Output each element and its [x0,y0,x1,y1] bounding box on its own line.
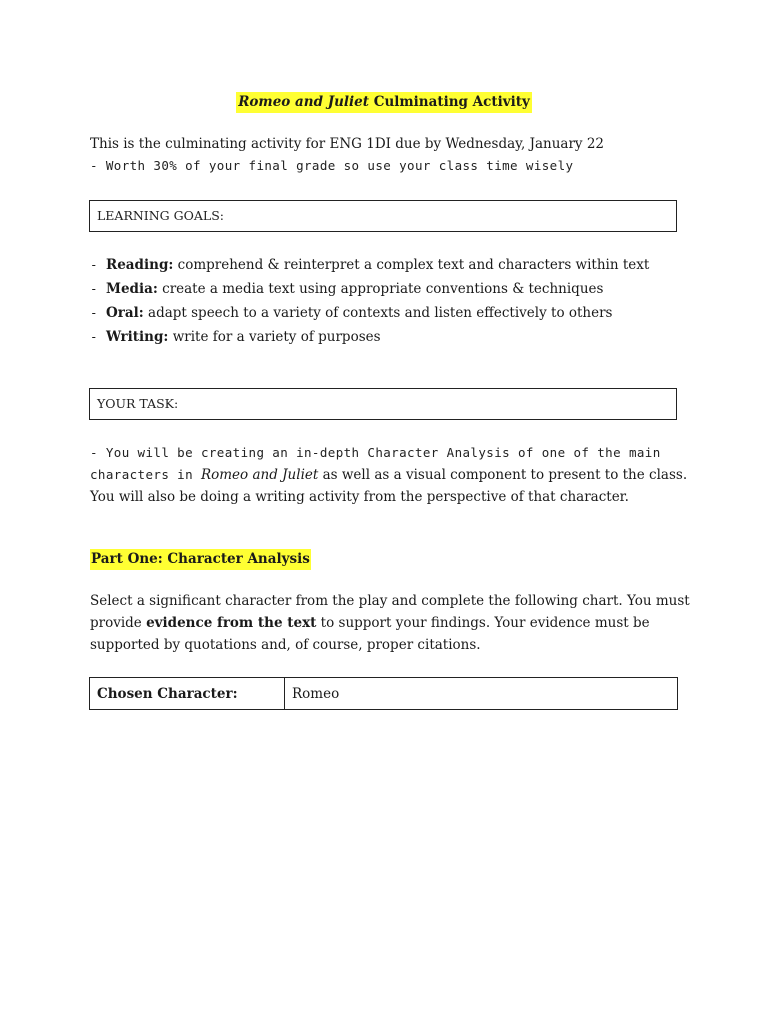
title-rest: Culminating Activity [369,94,530,110]
goal-term: Writing: [106,329,169,345]
select-paragraph [90,590,690,656]
goal-term: Media: [106,281,158,297]
select-text-after: to support your findings. Your evidence must be supported by quotations and, of course, proper citations. [90,615,650,653]
goal-text: adapt speech to a variety of contexts and listen effectively to others [143,305,613,321]
chosen-character-label: Chosen Character: [90,678,285,710]
select-text-before: Select a significant character from the play and complete the following chart. You must provide [90,593,690,631]
task-mono-start: characters in [90,467,201,482]
select-text-bold: evidence from the text [146,615,317,631]
task-mono-line: - You will be creating an in-depth Character Analysis of one of the main [90,445,661,460]
document-title [236,92,532,113]
list-item [90,277,649,301]
learning-goals-header: LEARNING GOALS: [89,200,677,232]
goal-term: Reading: [106,257,174,273]
character-table [89,677,678,710]
task-rest-block [90,464,690,508]
goal-text: create a media text using appropriate conventions & techniques [157,281,604,297]
goal-text: write for a variety of purposes [168,329,381,345]
intro-line: This is the culminating activity for ENG 1DI due by Wednesday, January 22 [90,136,605,152]
intro-worth-line: - Worth 30% of your final grade so use your class time wisely [90,158,574,173]
dash-bullet: - [90,257,98,272]
dash-bullet: - [90,305,98,320]
dash-bullet: - [90,281,98,296]
table-row [90,678,678,710]
intro-block [90,134,604,176]
title-italic: Romeo and Juliet [238,94,369,110]
chosen-character-value: Romeo [285,678,678,710]
title-container [0,91,768,113]
part-one-heading: Part One: Character Analysis [90,549,311,570]
task-description [90,442,690,508]
list-item [90,301,649,325]
list-item [90,253,649,277]
goal-term: Oral: [106,305,144,321]
your-task-header: YOUR TASK: [89,388,677,420]
dash-bullet: - [90,329,98,344]
learning-goals-list [90,253,649,349]
goal-text: comprehend & reinterpret a complex text and characters within text [173,257,650,273]
task-rest-text: as well as a visual component to present to the class. You will also be doing a writing activity from the perspective of that character. [90,467,688,505]
task-play-title: Romeo and Juliet [200,467,319,483]
list-item [90,325,649,349]
